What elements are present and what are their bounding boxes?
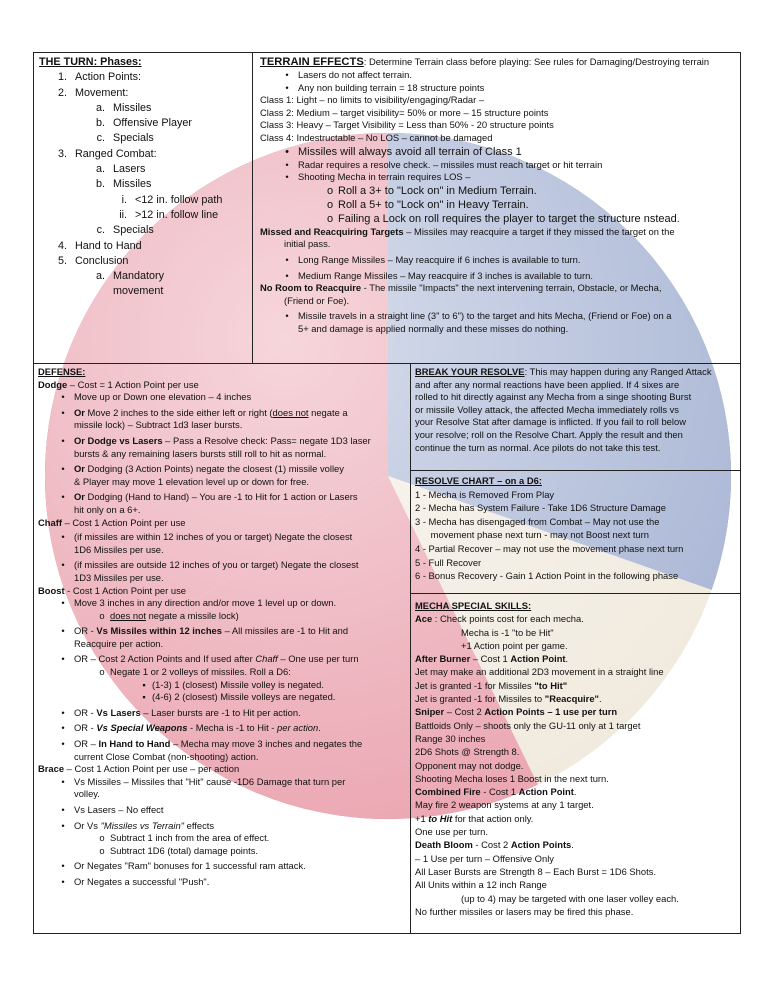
dodge-text: Dodging (3 Action Points) negate the closest (1) missile volley [84,463,344,475]
resolve-chart-row: 4 - Partial Recover – may not use the movement phase next turn [415,542,684,554]
ace-text: Mecha is -1 "to be Hit" [461,626,554,638]
boost-item: Vs Special Weapons [96,722,188,734]
boost-or: OR - [74,706,97,718]
sniper-text: Shooting Mecha loses 1 Boost in the next turn. [415,772,609,784]
combined-fire-cost: - Cost 1 [480,786,519,798]
combined-fire-cost: Action Point [518,786,574,798]
terrain-bullet: Missiles will always avoid all terrain of Class 1 [298,145,522,158]
dodge-text: missile lock) – Subtract 1d3 laser bursts. [74,419,243,431]
brace-item: volley. [74,788,100,800]
sniper-text: Range 30 inches [415,732,486,744]
after-burner-text: "to Hit" [534,679,568,691]
turn-phase-item [39,239,249,254]
boost-item: Chaff [255,653,278,665]
terrain-bullet: Long Range Missiles – May reacquire if 6 inches is available to turn. [298,253,581,265]
terrain-bullet: Lasers do not affect terrain. [298,69,412,80]
death-bloom-text: (up to 4) may be targeted with one laser volley each. [461,892,679,904]
boost-item: current Close Combat (non-shooting) action. [74,750,259,762]
divider [410,363,411,933]
combined-fire-cost: . [573,786,577,798]
turn-phase-label: Specials [113,224,154,237]
turn-phase-list [39,70,249,299]
turn-phase-label: Action Points: [75,71,142,84]
resolve-chart-row: 5 - Full Recover [415,556,482,568]
dodge-text: – Pass a Resolve check: Pass= negate 1D3 laser [162,434,371,446]
ace-text: +1 Action point per game. [461,639,568,651]
break-resolve-title: BREAK YOUR RESOLVE [415,366,525,377]
terrain-intro: : Determine Terrain class before playing: See rules for Damaging/Destroying terrain [363,56,710,67]
boost-item: (4-6) 2 (closest) Missile volleys are negated. [152,691,336,703]
turn-phase-number: c. [96,132,105,145]
sniper-heading: Sniper [415,706,445,718]
break-resolve-text: your resolve; roll on the Resolve Chart. Apply the result and then [415,428,683,440]
turn-phase-item [39,284,249,299]
death-bloom-cost: - Cost 2 [472,839,511,851]
dodge-text: negate a [308,406,348,418]
divider [34,363,740,364]
dodge-text: does not [272,406,309,418]
boost-item: OR – Cost 2 Action Points and If used after [74,653,256,665]
brace-item: effects [184,819,215,831]
turn-phase-number: ii. [119,208,127,221]
turn-phase-number: b. [95,117,105,130]
after-burner-text: . [598,693,602,705]
death-bloom-text: – 1 Use per turn – Offensive Only [415,852,554,864]
death-bloom-cost: . [571,839,574,851]
terrain-class-3: Class 3: Heavy – Target Visibility = Less than 50% - 20 structure points [260,119,554,131]
defense-panel: DEFENSE: Dodge – Cost = 1 Action Point per use • Move up or Down one elevation – 4 inches • Or Move 2 inches to the side either left or right (does not negate a missile lock) – Subtract 1d3 laser bursts. • Or Dodge vs Lasers – Pass a Resolve check: Pass= negate 1D3 laser bursts & any remaining lasers bursts still roll to hit as normal. • Or Dodging (3 Action Points) negate the closest (1) missile volley & Player may move 1 elevation level up or down for free. • Or Dodging (Hand to Hand) – You are -1 to Hit for 1 action or Lasers hit only on a 6+. Chaff – Cost 1 Action Point per use • (if missiles are within 12 inches of you or target) Negate the closest 1D6 Missiles per use. • (if missiles are outside 12 inches of you or target) Negate the closest 1D3 Missiles per use. Boost - Cost 1 Action Point per use • Move 3 inches in any direction and/or move 1 level up or down. o does not negate a missile lock) • OR - Vs Missiles within 12 inches – All missiles are -1 to Hit and Reacquire per action. • OR – Cost 2 Action Points and If used after Chaff – One use per turn o Negate 1 or 2 volleys of missiles. Roll a D6: ▪ (1-3) 1 (closest) Missile volley is negated. ▪ (4-6) 2 (closest) Missile volleys are negated. • OR - Vs Lasers – Laser bursts are -1 to Hit per action. • OR - Vs Special Weapons - Mecha is -1 to Hit - per action. • OR – In Hand to Hand – Mecha may move 3 inches and negates the current Close Combat (non-shooting) action. Brace – Cost 1 Action Point per use – per action • Vs Missiles – Missiles that "Hit" cause -1D6 Damage that turn per volley. • Vs Lasers – No effect • Or Vs "Missiles vs Terrain" effects o Subtract 1 inch from the area of effect. o Subtract 1D6 (total) damage points. • Or Negates "Ram" bonuses for 1 successful ram attack. • Or Negates a successful "Push". [38,366,408,889]
turn-phase-number [77,284,113,299]
missed-reacquire-heading: Missed and Reacquiring Targets [260,225,404,237]
divider [410,593,740,594]
boost-item: Move 3 inches in any direction and/or move 1 level up or down. [74,597,337,609]
turn-title: THE TURN: Phases: [39,56,142,68]
boost-item: (1-3) 1 (closest) Missile volley is negated. [152,678,324,690]
missed-reacquire-text: initial pass. [284,238,331,250]
turn-phase-label: Movement: [75,86,129,99]
brace-item: Vs Missiles – Missiles that "Hit" cause -1D6 Damage that turn per [74,775,346,787]
combined-fire-text: One use per turn. [415,826,488,838]
turn-phase-label: Lasers [113,163,146,176]
ace-text: : Check points cost for each mecha. [432,613,584,625]
boost-item: per action [277,722,319,734]
turn-phase-item [39,131,249,146]
boost-heading: Boost [38,584,65,596]
sniper-text: 2D6 Shots @ Strength 8. [415,746,520,758]
terrain-bullet: Radar requires a resolve check. – missiles must reach target or hit terrain [298,158,603,170]
turn-phase-label: <12 in. follow path [135,193,223,206]
turn-phase-label: Specials [113,132,154,145]
death-bloom-heading: Death Bloom [415,839,473,851]
terrain-effects-panel: TERRAIN EFFECTS: Determine Terrain class before playing: See rules for Damaging/Destroying terrain • Lasers do not affect terrain. • Any non building terrain = 18 structure points Class 1: Light – no limits to visibility/engaging/Radar – Class 2: Medium – target visibility= 50% or more – 15 structure points Class 3: Heavy – Target Visibility = Less than 50% - 20 structure points Class 4: Indestructable – No LOS – cannot be damaged • Missiles will always avoid all terrain of Class 1 • Radar requires a resolve check. – missiles must reach target or hit terrain • Shooting Mecha in terrain requires LOS – o Roll a 3+ to "Lock on" in Medium Terrain. o Roll a 5+ to "Lock on" in Heavy Terrain. o Failing a Lock on roll requires the player to target the structure nstead. Missed and Reacquiring Targets – Missiles may reacquire a target if they missed the target on the initial pass. • Long Range Missiles – May reacquire if 6 inches is available to turn. • Medium Range Missiles – May reacquire if 3 inches is available to turn. No Room to Reacquire - The missile "Impacts" the next intervening terrain, Obstacle, or Mecha, (Friend or Foe). • Missile travels in a straight line (3" to 6") to the target and hits Mecha, (Friend or Foe) on a 5+ and damage is applied normally and these misses do nothing. [260,55,738,336]
turn-phase-label: Hand to Hand [75,239,142,252]
dodge-lasers-heading: Or Dodge vs Lasers [74,434,163,446]
chaff-item: 1D3 Missiles per use. [74,571,164,583]
no-room-text: - The missile "Impacts" the next intervening terrain, Obstacle, or Mecha, [361,282,662,294]
break-resolve-text: continue the turn as normal. Ace pilots do not take this test. [415,441,661,453]
resolve-chart-row: 1 - Mecha is Removed From Play [415,488,555,500]
ace-heading: Ace [415,613,433,625]
turn-phase-number: 1. [57,71,67,84]
combined-fire-text: +1 [415,812,429,824]
boost-cost: - Cost 1 Action Point per use [64,584,186,596]
boost-item: negate a missile lock) [145,609,239,621]
turn-phase-label: Missiles [113,178,152,191]
break-resolve-text: your Resolve Stat after damage is inflicted. If you fail to roll below [415,416,686,428]
sniper-text: Battloids Only – shoots only the GU-11 only at 1 target [415,719,641,731]
turn-phase-number: a. [95,270,105,283]
boost-item: – Mecha may move 3 inches and negates the [170,738,363,750]
terrain-class-1: Class 1: Light – no limits to visibility/engaging/Radar – [260,94,485,106]
dodge-item: Move up or Down one elevation – 4 inches [74,391,252,403]
break-resolve-text: and after any normal reactions have been applied. If 4 sixes are [415,378,680,390]
turn-phase-number: b. [95,178,105,191]
turn-phase-number: i. [121,193,127,206]
boost-item: – Laser bursts are -1 to Hit per action. [140,706,301,718]
chaff-item: (if missiles are within 12 inches of you or target) Negate the closest [74,531,353,543]
resolve-chart-row: 2 - Mecha has System Failure - Take 1D6 Structure Damage [415,502,666,514]
death-bloom-text: All Laser Bursts are Strength 8 – Each Burst = 1D6 Shots. [415,865,657,877]
turn-phase-item [39,177,249,192]
brace-item: Or Negates "Ram" bonuses for 1 successful ram attack. [74,860,306,872]
turn-phase-number: 5. [57,254,67,267]
boost-item: . [318,722,321,734]
turn-phase-label: movement [113,285,164,298]
break-resolve-text: : This may happen during any Ranged Attack [524,366,712,377]
resolve-chart-row: 3 - Mecha has disengaged from Combat – May not use the [415,515,660,527]
brace-item: Subtract 1 inch from the area of effect. [110,832,270,844]
sniper-cost: Action Points – 1 use per turn [484,706,618,718]
terrain-class-4: Class 4: Indestructable – No LOS – cannot be damaged [260,131,493,143]
terrain-sub-bullet: Roll a 3+ to "Lock on" in Medium Terrain. [338,184,537,197]
after-burner-cost: . [565,653,569,665]
turn-phase-label: Offensive Player [113,117,193,130]
turn-phase-item [39,147,249,162]
boost-or: OR - [74,722,97,734]
dodge-text: Move 2 inches to the side either left or right ( [84,406,273,418]
boost-item: In Hand to Hand [98,738,171,750]
terrain-bullet: Any non building terrain = 18 structure points [298,81,485,93]
turn-phase-label: >12 in. follow line [135,208,219,221]
after-burner-heading: After Burner [415,653,471,665]
turn-phase-item [39,116,249,131]
brace-item: Vs Lasers – No effect [74,804,164,815]
reference-sheet [33,52,741,934]
after-burner-cost: – Cost 1 [470,653,511,665]
turn-phase-item [39,162,249,177]
death-bloom-cost: Action Points [510,839,572,851]
sniper-cost: – Cost 2 [444,706,485,718]
after-burner-text: Jet is granted -1 for Missiles [415,679,535,691]
dodge-text: Dodging (Hand to Hand) – You are -1 to Hit for 1 action or Lasers [84,491,358,503]
after-burner-text: "Reacquire" [544,693,599,705]
break-resolve-text: or missile Volley attack, the affected Mecha immediately rolls vs [415,403,679,415]
turn-phase-number: 3. [57,147,67,160]
boost-item: does not [110,609,146,621]
chaff-item: 1D6 Missiles per use. [74,543,164,555]
mecha-skills-title: MECHA SPECIAL SKILLS: [415,600,532,611]
combined-fire-heading: Combined Fire [415,786,481,798]
break-resolve-panel [415,366,737,454]
turn-phases-panel [39,55,249,300]
terrain-class-2: Class 2: Medium – target visibility= 50% or more – 15 structure points [260,106,549,118]
brace-heading: Brace [38,763,65,775]
turn-phase-number: a. [95,163,105,176]
turn-phase-item [39,269,249,284]
terrain-sub-bullet: Failing a Lock on roll requires the player to target the structure nstead. [338,212,680,225]
boost-item: Negate 1 or 2 volleys of missiles. Roll a D6: [110,666,291,678]
resolve-chart-row: 6 - Bonus Recovery - Gain 1 Action Point in the following phase [415,570,679,582]
resolve-chart-row: movement phase next turn - may not Boost next turn [415,529,649,541]
divider [410,470,740,471]
turn-phase-number: 4. [57,239,67,252]
turn-phase-item [39,193,249,208]
no-room-heading: No Room to Reacquire [260,282,362,294]
dodge-or: Or [74,406,85,418]
turn-phase-label: Ranged Combat: [75,147,157,160]
turn-phase-label: Missiles [113,101,152,114]
turn-phase-number: c. [96,224,105,237]
dodge-heading: Dodge [38,378,68,390]
resolve-chart-panel [415,474,737,583]
no-room-text: (Friend or Foe). [284,294,350,306]
terrain-bullet: Shooting Mecha in terrain requires LOS – [298,171,471,183]
dodge-or: Or [74,491,85,503]
chaff-heading: Chaff [38,516,62,528]
boost-item: – All missiles are -1 to Hit and [221,625,349,637]
break-resolve-text: rolled to hit directly against any Mecha from a singe shooting Burst [415,391,692,403]
brace-item: Subtract 1D6 (total) damage points. [110,844,258,856]
turn-phase-item [39,208,249,223]
combined-fire-text: to Hit [428,812,453,824]
boost-item: Vs Lasers [96,706,141,718]
turn-phase-label: Mandatory [113,270,165,283]
dodge-cost: – Cost = 1 Action Point per use [67,378,199,390]
mecha-skills-panel [415,599,737,918]
combined-fire-text: May fire 2 weapon systems at any 1 target. [415,799,594,811]
after-burner-text: Jet may make an additional 2D3 movement in a straight line [415,666,664,678]
terrain-bullet: Missile travels in a straight line (3" to 6") to the target and hits Mecha, (Friend or Foe) on a [298,310,672,322]
brace-cost: – Cost 1 Action Point per use – per action [64,763,240,775]
boost-item: Reacquire per action. [74,637,164,649]
turn-phase-item [39,254,249,269]
after-burner-text: Jet is granted -1 for Missiles to [415,693,545,705]
dodge-text: hit only on a 6+. [74,503,141,515]
death-bloom-text: All Units within a 12 inch Range [415,879,547,891]
chaff-item: (if missiles are outside 12 inches of you or target) Negate the closest [74,559,359,571]
turn-phase-number: 2. [57,86,67,99]
turn-phase-number: a. [95,101,105,114]
boost-item: Vs Missiles within 12 inches [96,625,222,637]
brace-item: "Missiles vs Terrain" [100,819,184,831]
boost-item: – One use per turn [277,653,359,665]
terrain-bullet-cont: 5+ and damage is applied normally and these misses do nothing. [298,322,569,334]
boost-item: - Mecha is -1 to Hit - [187,722,278,734]
turn-phase-item [39,70,249,85]
dodge-text: bursts & any remaining lasers bursts still roll to hit as normal. [74,447,327,459]
turn-phase-item [39,223,249,238]
resolve-chart-title: RESOLVE CHART – on a D6: [415,475,542,486]
combined-fire-text: for that action only. [452,812,534,824]
dodge-or: Or [74,463,85,475]
turn-phase-item [39,101,249,116]
brace-item: Or Negates a successful "Push". [74,875,210,887]
defense-title: DEFENSE: [38,366,86,377]
turn-phase-item [39,86,249,101]
death-bloom-text: No further missiles or lasers may be fired this phase. [415,905,634,917]
brace-item: Or Vs [74,819,101,831]
chaff-cost: – Cost 1 Action Point per use [61,516,186,528]
boost-or: OR - [74,625,97,637]
after-burner-cost: Action Point [510,653,566,665]
boost-or: OR – [74,738,99,750]
turn-phase-label: Conclusion [75,254,129,267]
terrain-bullet: Medium Range Missiles – May reacquire if 3 inches is available to turn. [298,269,593,281]
sniper-text: Opponent may not dodge. [415,759,524,771]
terrain-sub-bullet: Roll a 5+ to "Lock on" in Heavy Terrain. [338,198,529,211]
missed-reacquire-text: – Missiles may reacquire a target if they missed the target on the [403,225,675,237]
dodge-text: & Player may move 1 elevation level up or down for free. [74,475,310,487]
divider [252,53,253,363]
terrain-title: TERRAIN EFFECTS [260,56,364,68]
